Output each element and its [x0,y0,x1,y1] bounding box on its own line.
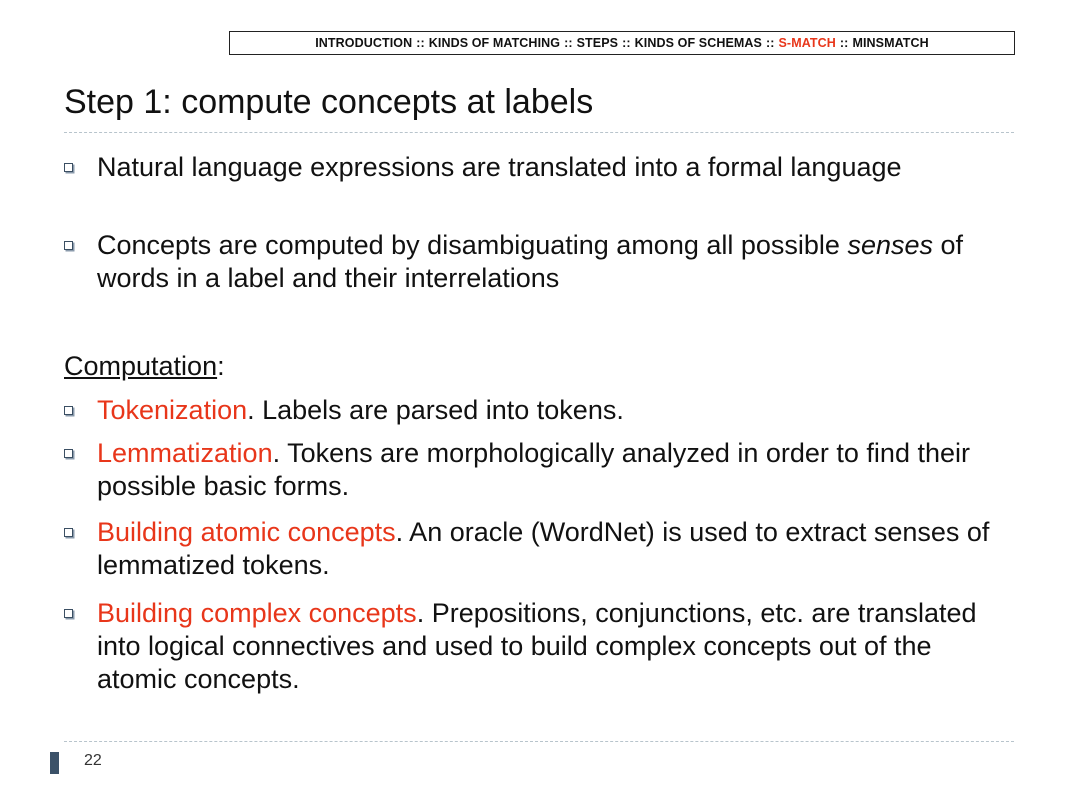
square-bullet-icon [64,516,97,537]
nav-separator: :: [416,36,425,50]
emphasized-word: senses [847,230,934,260]
square-bullet-icon [64,597,97,618]
step-term: Lemmatization [97,438,273,468]
computation-heading: Computation: [64,351,225,381]
title-divider [64,132,1014,133]
step-description: . Labels are parsed into tokens. [247,395,624,425]
nav-item-steps[interactable]: STEPS [576,36,619,50]
step-description: . An oracle (WordNet) is used to extract senses of lemmatized tokens. [97,517,990,580]
computation-step [64,516,994,582]
nav-separator: :: [765,36,775,50]
bullet-text: Natural language expressions are translated into a formal language [97,152,902,182]
square-bullet-icon [64,394,97,415]
nav-separator: :: [839,36,849,50]
step-term: Tokenization [97,395,248,425]
page-number: 22 [84,752,102,769]
nav-separator: :: [622,36,631,50]
nav-item-minsmatch[interactable]: MINSMATCH [852,36,929,50]
square-bullet-icon [64,151,97,172]
bullet-text: Concepts are computed by disambiguating among all possible senses of words in a label and their interrelations [97,230,964,293]
nav-item-kinds-of-matching[interactable]: KINDS OF MATCHING [428,36,561,50]
page-number-marker [50,752,59,774]
step-term: Building complex concepts [97,598,417,628]
computation-step [64,597,994,696]
computation-step [64,437,994,503]
bullet-item [64,151,994,184]
nav-item-introduction[interactable]: INTRODUCTION [315,36,413,50]
slide-title: Step 1: compute concepts at labels [64,83,594,121]
nav-separator: :: [564,36,573,50]
footer-divider [64,741,1014,742]
bullet-item [64,229,994,295]
step-term: Building atomic concepts [97,517,396,547]
step-description: . Tokens are morphologically analyzed in order to find their possible basic forms. [97,438,970,501]
section-navigation [229,31,1015,55]
square-bullet-icon [64,437,97,458]
step-description: . Prepositions, conjunctions, etc. are translated into logical connectives and used to build complex concepts out of the atomic concepts. [97,598,977,694]
square-bullet-icon [64,229,97,250]
computation-step [64,394,994,427]
nav-item-kinds-of-schemas[interactable]: KINDS OF SCHEMAS [634,36,762,50]
nav-item-s-match[interactable]: S-MATCH [778,36,836,50]
